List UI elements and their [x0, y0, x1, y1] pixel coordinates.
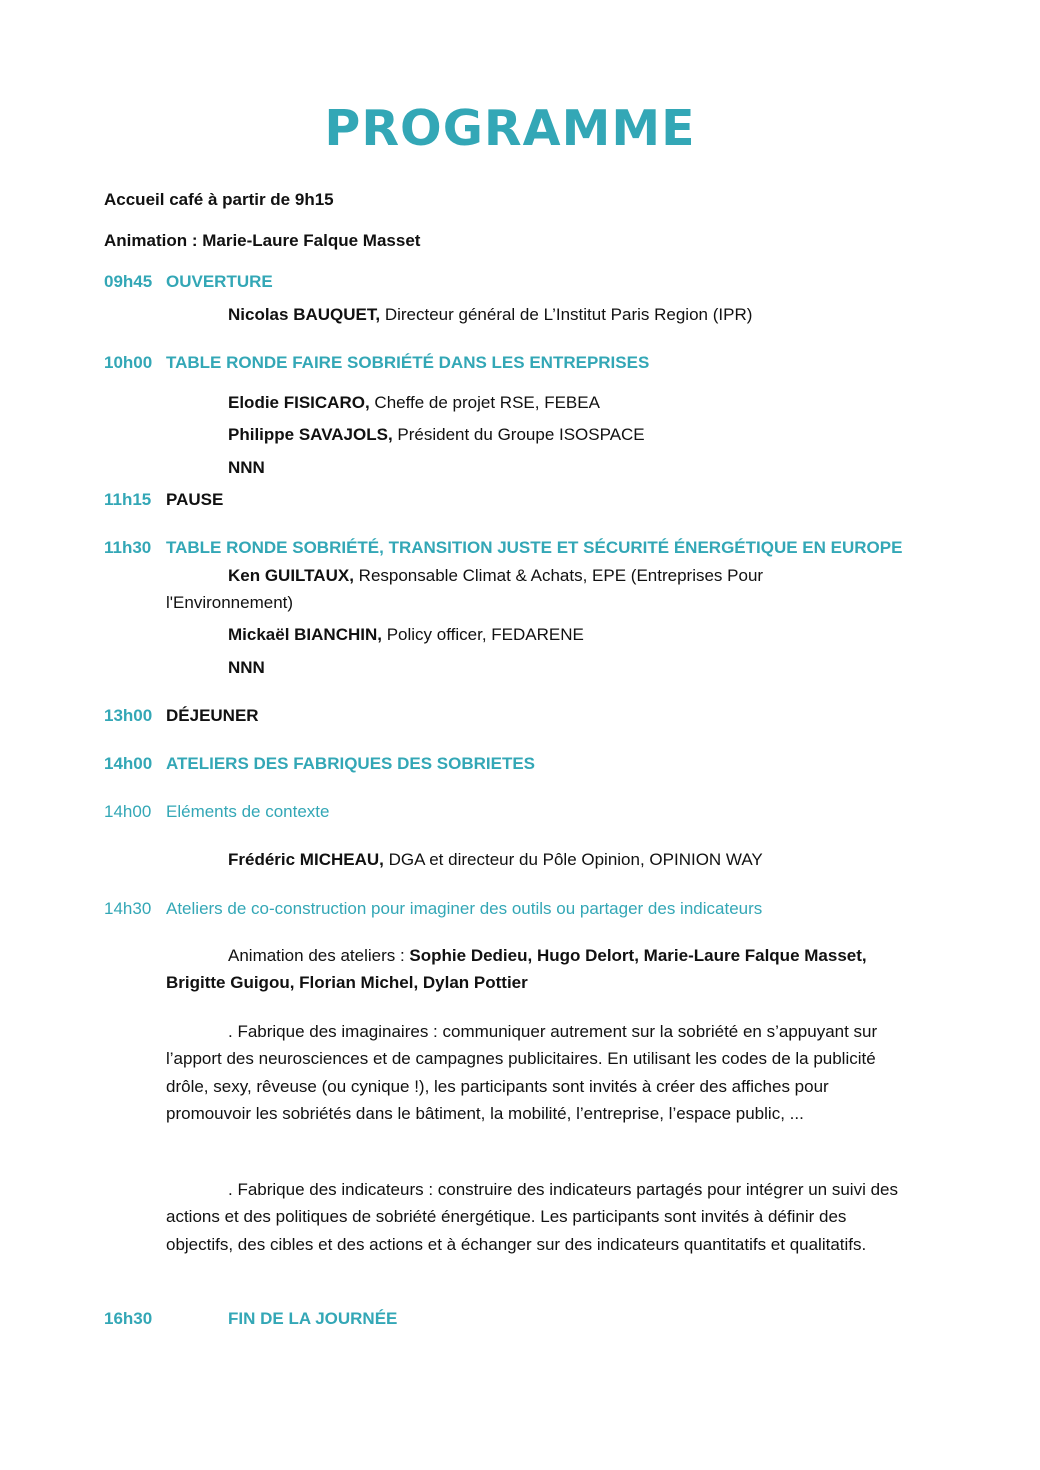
speaker-role: DGA et directeur du Pôle Opinion, OPINION WAY — [383, 850, 763, 869]
speaker-name: Frédéric MICHEAU, — [228, 850, 384, 869]
speaker-savajols — [228, 421, 645, 448]
time-fin: 16h30 — [104, 1309, 153, 1328]
time-coconstruction: 14h30 — [104, 899, 152, 918]
speaker-role: Président du Groupe ISOSPACE — [392, 425, 645, 444]
fabrique-imaginaires-text: . Fabrique des imaginaires : communiquer autrement sur la sobriété en s’appuyant sur l’apport des neurosciences et de campagnes publicitaires. En utilisant les codes de la publicité drôle, sexy, rêveuse (ou cynique !), les participants sont invités à créer des affiches pour promouvoir les sobriétés dans le bâtiment, la mobilité, l’entreprise, l’espace public, ... — [166, 1022, 878, 1123]
ateliers-animation — [166, 942, 916, 997]
heading-table-ronde-1: TABLE RONDE FAIRE SOBRIÉTÉ DANS LES ENTREPRISES — [166, 353, 650, 372]
heading-contexte: Eléments de contexte — [166, 802, 330, 821]
speaker-nnn: NNN — [228, 658, 265, 677]
animation-names: Sophie Dedieu, Hugo Delort, Marie-Laure Falque Masset, Brigitte Guigou, Florian Michel, Dylan Pottier — [166, 946, 867, 993]
animation-line: Animation : Marie-Laure Falque Masset — [104, 231, 421, 250]
heading-fin: FIN DE LA JOURNÉE — [228, 1309, 398, 1328]
speaker-name: Philippe SAVAJOLS, — [228, 425, 393, 444]
time-pause: 11h15 — [104, 490, 152, 509]
page-title: PROGRAMME — [324, 100, 696, 157]
speaker-guiltaux — [228, 562, 763, 589]
speaker-name: Elodie FISICARO, — [228, 393, 370, 412]
fabrique-indicateurs-text: . Fabrique des indicateurs : construire des indicateurs partagés pour intégrer un suivi des actions et des politiques de sobriété énergétique. Les participants sont invités à définir des objectifs, des cibles et des actions et à échanger sur des indicateurs quantitatifs et qualitatifs. — [166, 1180, 898, 1254]
welcome-line: Accueil café à partir de 9h15 — [104, 190, 334, 209]
heading-coconstruction: Ateliers de co-construction pour imaginer des outils ou partager des indicateurs — [166, 899, 763, 918]
time-ouverture: 09h45 — [104, 272, 153, 291]
speaker-fisicaro — [228, 389, 600, 416]
speaker-role: Directeur général de L’Institut Paris Region (IPR) — [380, 305, 753, 324]
speaker-name: Nicolas BAUQUET, — [228, 305, 381, 324]
heading-table-ronde-2: TABLE RONDE SOBRIÉTÉ, TRANSITION JUSTE ET SÉCURITÉ ÉNERGÉTIQUE EN EUROPE — [166, 538, 903, 557]
time-dejeuner: 13h00 — [104, 706, 153, 725]
animation-label: Animation des ateliers : — [228, 946, 410, 965]
time-ateliers: 14h00 — [104, 754, 153, 773]
speaker-bauquet — [228, 301, 752, 328]
speaker-bianchin — [228, 621, 584, 648]
speaker-role: Cheffe de projet RSE, FEBEA — [369, 393, 600, 412]
speaker-name: Mickaël BIANCHIN, — [228, 625, 382, 644]
speaker-role: Policy officer, FEDARENE — [381, 625, 584, 644]
time-table-ronde-2: 11h30 — [104, 538, 152, 557]
speaker-role: Responsable Climat & Achats, EPE (Entreprises Pour — [353, 566, 764, 585]
speaker-name: Ken GUILTAUX, — [228, 566, 354, 585]
heading-ouverture: OUVERTURE — [166, 272, 273, 291]
speaker-role-continued: l'Environnement) — [166, 593, 294, 612]
time-table-ronde-1: 10h00 — [104, 353, 153, 372]
heading-ateliers: ATELIERS DES FABRIQUES DES SOBRIETES — [166, 754, 536, 773]
fabrique-indicateurs-paragraph — [166, 1176, 916, 1258]
fabrique-imaginaires-paragraph — [166, 1018, 916, 1127]
speaker-micheau — [228, 846, 763, 873]
heading-dejeuner: DÉJEUNER — [166, 706, 259, 725]
heading-pause: PAUSE — [166, 490, 224, 509]
speaker-nnn: NNN — [228, 458, 265, 477]
time-contexte: 14h00 — [104, 802, 152, 821]
